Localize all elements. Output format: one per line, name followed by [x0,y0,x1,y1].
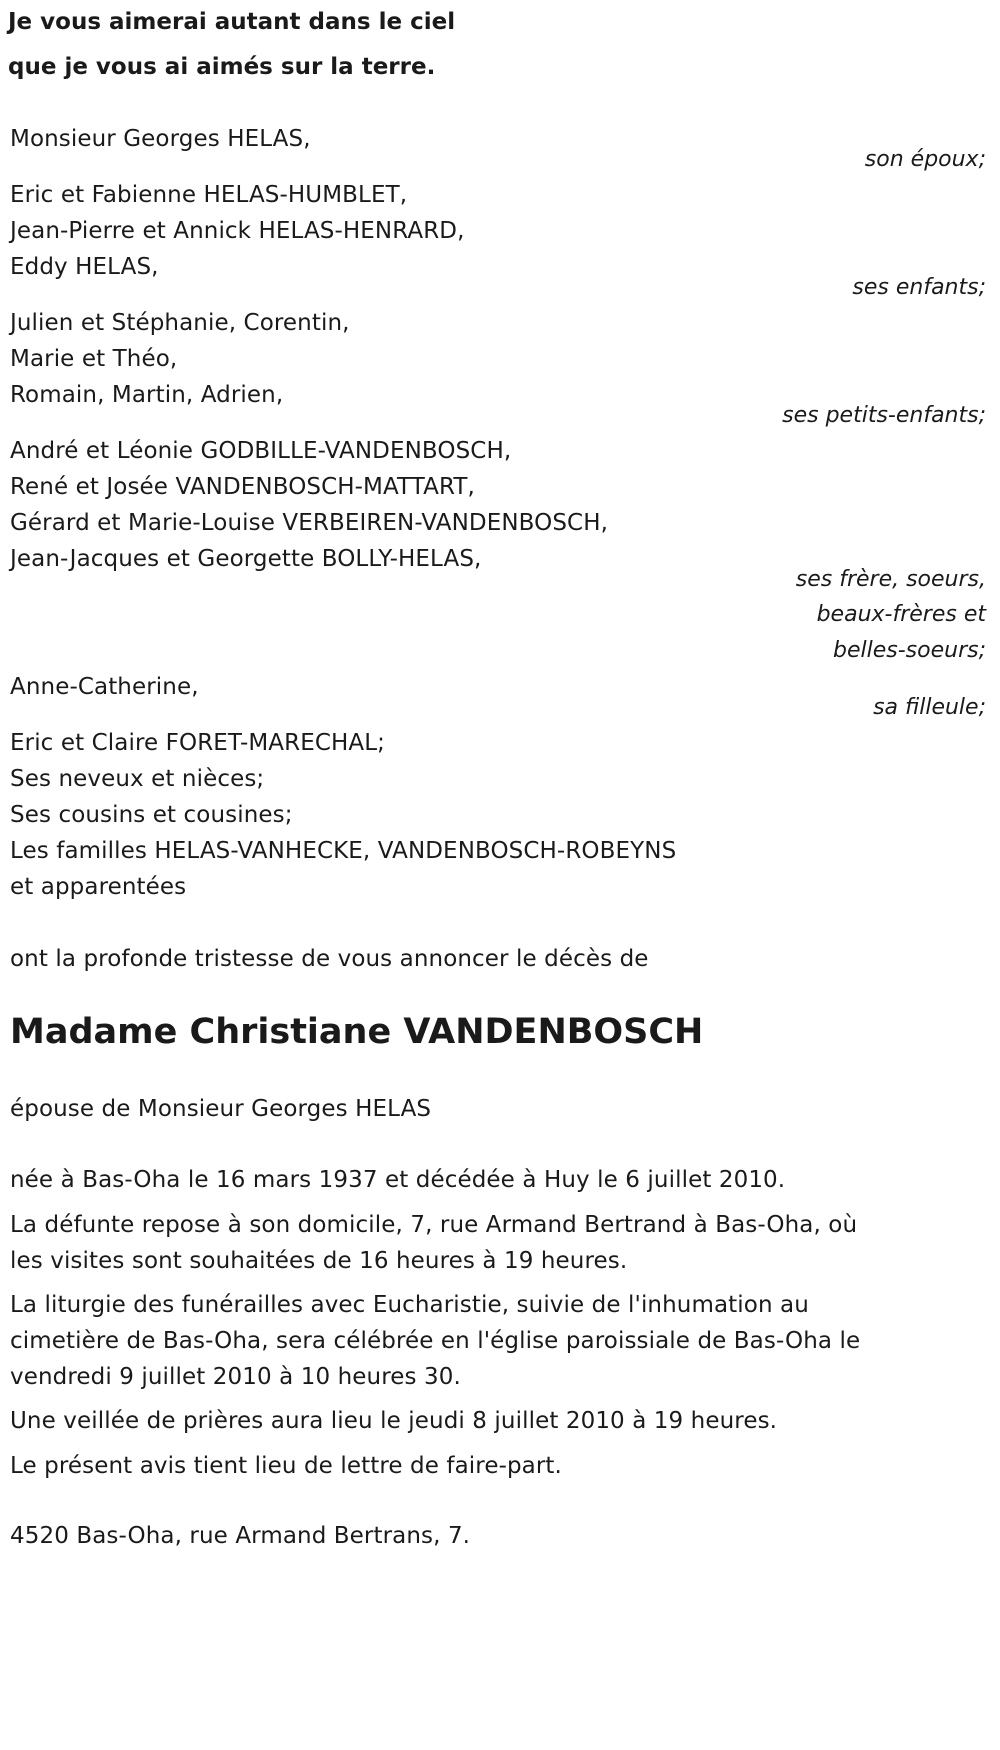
liturgy-text: La liturgie des funérailles avec Eucharistie, suivie de l'inhumation au [10,1292,809,1318]
child-name: Eric et Fabienne HELAS-HUMBLET, [10,182,408,208]
repose-text: La défunte repose à son domicile, 7, rue Armand Bertrand à Bas-Oha, où [10,1212,858,1238]
grandchild-name: Marie et Théo, [10,346,178,372]
grandchild-name: Romain, Martin, Adrien, [10,382,284,408]
goddaughter-name: Anne-Catherine, [10,674,199,700]
family-line: et apparentées [10,874,187,900]
address-text: 4520 Bas-Oha, rue Armand Bertrans, 7. [10,1523,471,1549]
grandchildren-relation: ses petits-enfants; [782,403,986,428]
deceased-name: Madame Christiane VANDENBOSCH [10,1012,704,1052]
sibling-name: Jean-Jacques et Georgette BOLLY-HELAS, [10,546,482,572]
children-relation: ses enfants; [852,275,986,300]
quote-line-2: que je vous ai aimés sur la terre. [8,54,436,80]
family-line: Ses neveux et nièces; [10,766,265,792]
repose-text: les visites sont souhaitées de 16 heures à 19 heures. [10,1248,628,1274]
child-name: Jean-Pierre et Annick HELAS-HENRARD, [10,218,465,244]
birth-death-text: née à Bas-Oha le 16 mars 1937 et décédée à Huy le 6 juillet 2010. [10,1167,786,1193]
announcement-text: ont la profonde tristesse de vous annoncer le décès de [10,946,649,972]
child-name: Eddy HELAS, [10,254,159,280]
family-line: Ses cousins et cousines; [10,802,293,828]
sibling-name: René et Josée VANDENBOSCH-MATTART, [10,474,475,500]
liturgy-text: vendredi 9 juillet 2010 à 10 heures 30. [10,1364,461,1390]
siblings-relation: belles-soeurs; [833,638,986,663]
grandchild-name: Julien et Stéphanie, Corentin, [10,310,350,336]
siblings-relation: beaux-frères et [816,602,986,627]
notice-text: Le présent avis tient lieu de lettre de faire-part. [10,1453,562,1479]
spouse-relation: son époux; [864,147,986,172]
goddaughter-relation: sa filleule; [873,695,986,720]
spouse-name: Monsieur Georges HELAS, [10,126,311,152]
liturgy-text: cimetière de Bas-Oha, sera célébrée en l'église paroissiale de Bas-Oha le [10,1328,861,1354]
vigil-text: Une veillée de prières aura lieu le jeudi 8 juillet 2010 à 19 heures. [10,1408,778,1434]
family-line: Eric et Claire FORET-MARECHAL; [10,730,385,756]
siblings-relation: ses frère, soeurs, [795,567,986,592]
family-line: Les familles HELAS-VANHECKE, VANDENBOSCH-ROBEYNS [10,838,677,864]
quote-line-1: Je vous aimerai autant dans le ciel [8,9,456,35]
sibling-name: André et Léonie GODBILLE-VANDENBOSCH, [10,438,512,464]
sibling-name: Gérard et Marie-Louise VERBEIREN-VANDENBOSCH, [10,510,608,536]
spouse-of-text: épouse de Monsieur Georges HELAS [10,1096,432,1122]
